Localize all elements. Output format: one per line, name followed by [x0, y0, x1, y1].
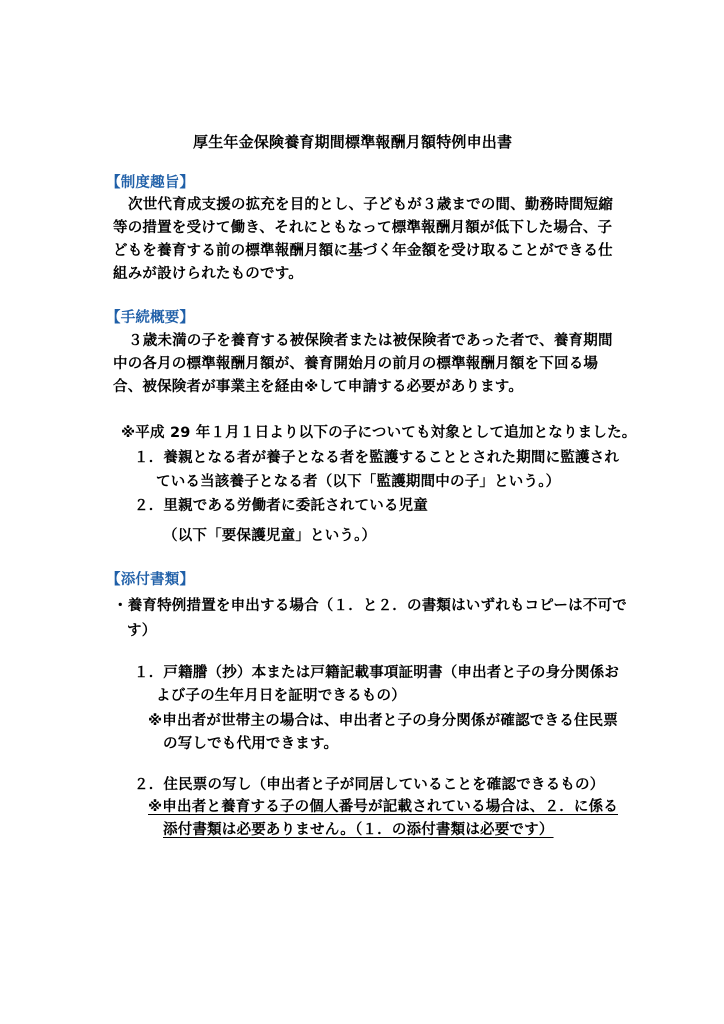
- doc1-note-line: の写しでも代用できます。: [163, 736, 339, 752]
- doc2-note-line: 添付書類は必要ありません。（１．の添付書類は必要です）: [163, 822, 554, 838]
- doc1-line: １．戸籍謄（抄）本または戸籍記載事項証明書（申出者と子の身分関係お: [134, 665, 620, 681]
- attachment-bullet-line: ・養育特例措置を申出する場合（１．と２．の書類はいずれもコピーは不可で: [113, 598, 627, 614]
- doc2-note-line: ※申出者と養育する子の個人番号が記載されている場合は、２．に係る: [148, 799, 618, 815]
- procedure-item: （以下「要保護児童」という。）: [163, 528, 377, 544]
- procedure-item: ２．里親である労働者に委託されている児童: [134, 498, 428, 514]
- purpose-line: どもを養育する前の標準報酬月額に基づく年金額を受け取ることができる仕: [113, 243, 613, 259]
- procedure-line: ３歳未満の子を養育する被保険者または被保険者であった者で、養育期間: [128, 333, 613, 349]
- procedure-item: ている当該養子となる者（以下「監護期間中の子」という。）: [156, 474, 561, 490]
- attachment-bullet-line: す）: [127, 623, 157, 639]
- section-heading-procedure: 【手続概要】: [106, 310, 195, 326]
- purpose-line: 組みが設けられたものです。: [113, 266, 303, 282]
- section-heading-purpose: 【制度趣旨】: [106, 175, 195, 191]
- procedure-item: １．養親となる者が養子となる者を監護することとされた期間に監護され: [134, 450, 620, 466]
- purpose-line: 等の措置を受けて働き、それにともなって標準報酬月額が低下した場合、子: [113, 220, 613, 236]
- doc1-line: よび子の生年月日を証明できるもの）: [156, 688, 406, 704]
- procedure-note: ※平成 29 年１月１日より以下の子についても対象として追加となりました。: [121, 425, 637, 441]
- section-heading-attachments: 【添付書類】: [106, 572, 195, 588]
- procedure-line: 合、被保険者が事業主を経由※して申請する必要があります。: [113, 379, 524, 395]
- procedure-line: 中の各月の標準報酬月額が、養育開始月の前月の標準報酬月額を下回る場: [113, 356, 599, 372]
- document-title: 厚生年金保険養育期間標準報酬月額特例申出書: [193, 133, 513, 151]
- doc1-note-line: ※申出者が世帯主の場合は、申出者と子の身分関係が確認できる住民票: [148, 713, 618, 729]
- doc2-line: ２．住民票の写し（申出者と子が同居していることを確認できるもの）: [134, 777, 605, 793]
- purpose-line: 次世代育成支援の拡充を目的とし、子どもが３歳までの間、勤務時間短縮: [128, 197, 614, 213]
